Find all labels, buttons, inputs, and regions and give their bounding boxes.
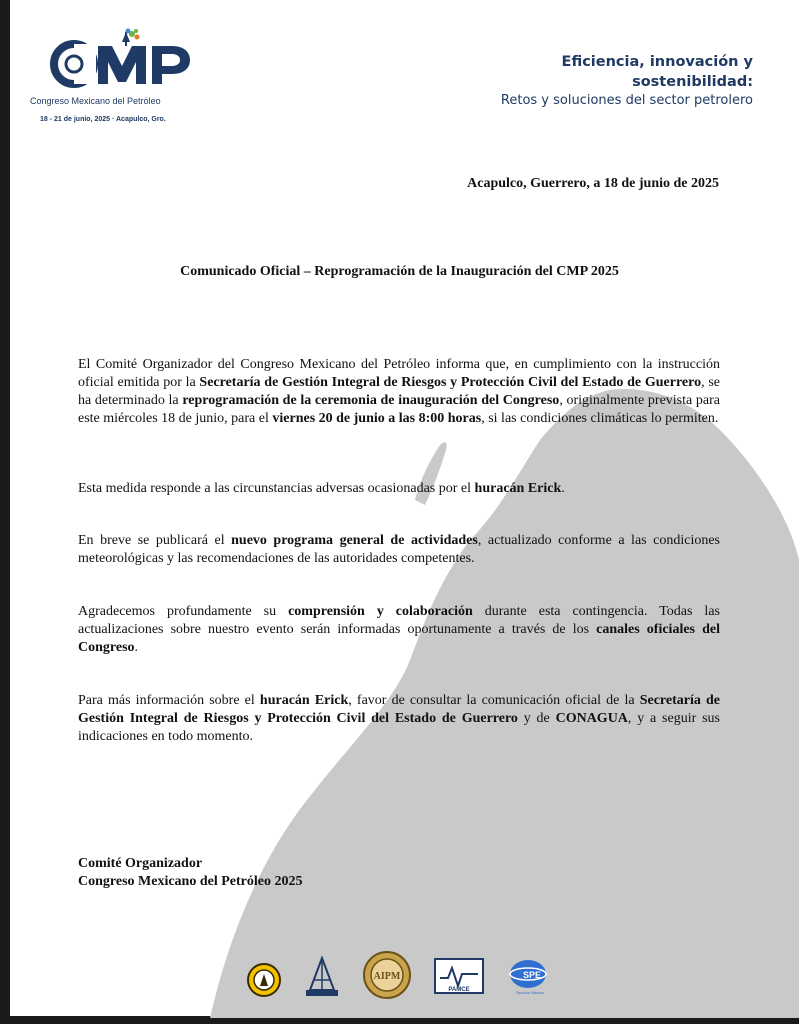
cmp-logo [40, 28, 215, 128]
p4-bold-1: comprensión y colaboración [288, 604, 473, 619]
letter-title: Comunicado Oficial – Reprogramación de la Inauguración del CMP 2025 [180, 264, 619, 279]
signature-line-2: Congreso Mexicano del Petróleo 2025 [78, 874, 303, 889]
p1-text-4: , si las condiciones climáticas lo permiten. [481, 411, 719, 426]
p5-text-1: Para más información sobre el [78, 693, 260, 708]
tagline-line-3: Retos y soluciones del sector petrolero [500, 93, 753, 108]
p1-text-3: , originalmente prevista para este miércoles 18 de junio, para el [78, 393, 720, 426]
p2-text-2: . [561, 481, 565, 496]
spe-section-text: Sección México [515, 990, 545, 995]
logo-subtitle: Congreso Mexicano del Petróleo [30, 96, 161, 106]
paragraph-4 [78, 603, 720, 657]
paragraph-5 [78, 692, 720, 746]
p1-bold-3: viernes 20 de junio a las 8:00 horas [272, 411, 482, 426]
p5-text-4: , y a seguir sus indicaciones en todo momento. [78, 711, 720, 744]
signature-block [78, 855, 302, 891]
p1-text-2: , se ha determinado la [78, 375, 720, 408]
p4-text-1: Agradecemos profundamente su [78, 604, 289, 619]
logo-event-date: 18 - 21 de junio, 2025 · Acapulco, Gro. [40, 116, 166, 123]
p4-bold-2: canales oficiales del Congreso [78, 622, 720, 655]
cmp-logo-mark [40, 28, 215, 98]
pamce-logo-icon [434, 958, 484, 994]
letter-date: Acapulco, Guerrero, a 18 de junio de 2025 [467, 176, 719, 191]
p3-text-2: , actualizado conforme a las condiciones meteorológicas y las recomendaciones de las autoridades competentes. [78, 533, 721, 566]
ciph-seal-icon [246, 962, 282, 998]
p3-bold-1: nuevo programa general de actividades [231, 533, 478, 548]
p5-bold-2: Secretaría de Gestión Integral de Riesgos y Protección Civil del Estado de Guerrero [78, 693, 721, 726]
paragraph-1 [78, 356, 720, 428]
tagline-line-1: Eficiencia, innovación y [561, 54, 753, 70]
p5-text-2: , favor de consultar la comunicación oficial de la [348, 693, 640, 708]
p5-bold-3: CONAGUA [555, 711, 628, 726]
p3-text-1: En breve se publicará el [78, 533, 232, 548]
paragraph-2 [78, 480, 720, 498]
signature-line-1: Comité Organizador [78, 856, 203, 871]
p4-text-3: . [134, 640, 139, 655]
p5-text-3: y de [517, 711, 556, 726]
spe-logo-text: SPE [522, 970, 542, 980]
aipm-seal-text: AIPM [373, 971, 401, 982]
tagline-line-2: sostenibilidad: [632, 74, 753, 90]
aipm-tower-icon [302, 956, 342, 1000]
p2-text-1: Esta medida responde a las circunstancias adversas ocasionadas por el [78, 481, 475, 496]
p1-bold-2: reprogramación de la ceremonia de inauguración del Congreso [182, 393, 560, 408]
p1-text-1: El Comité Organizador del Congreso Mexicano del Petróleo informa que, en cumplimiento con la instrucción oficial emitida por la [78, 357, 720, 390]
footer-logos [238, 950, 558, 1006]
spe-globe-icon [506, 958, 554, 996]
aipm-seal-icon [362, 950, 412, 1000]
paragraph-3 [78, 532, 720, 568]
p5-bold-1: huracán Erick [259, 693, 349, 708]
p2-bold-1: huracán Erick [474, 481, 562, 496]
p4-text-2: durante esta contingencia. Todas las actualizaciones sobre nuestro evento serán informadas oportunamente a través de los [78, 604, 720, 637]
p1-bold-1: Secretaría de Gestión Integral de Riesgos y Protección Civil del Estado de Guerrero [199, 375, 702, 390]
header-tagline [501, 52, 753, 110]
pamce-logo-text: PAMCE [448, 987, 470, 993]
